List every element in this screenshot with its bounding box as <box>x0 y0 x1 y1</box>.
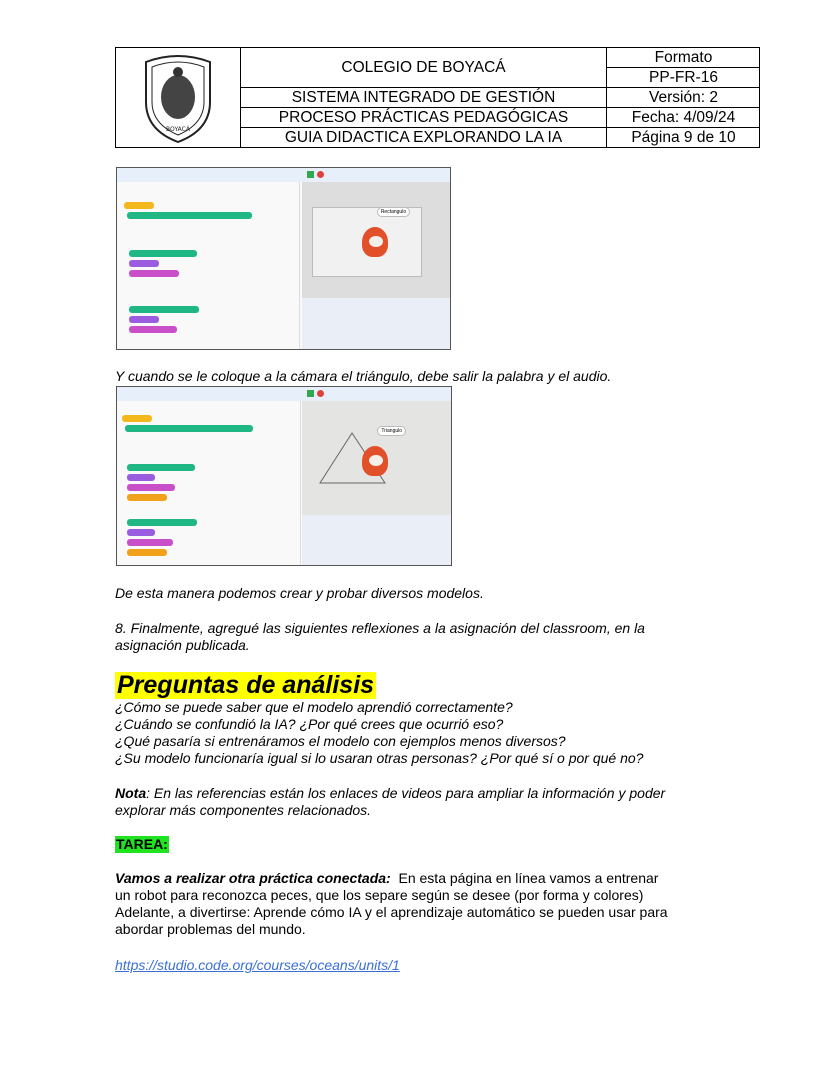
svg-text:BOYACÁ: BOYACÁ <box>166 125 190 133</box>
question-2: ¿Cuándo se confundió la IA? ¿Por qué crees que ocurrió eso? <box>115 716 504 732</box>
models-text: De esta manera podemos crear y probar diversos modelos. <box>115 585 484 601</box>
question-4: ¿Su modelo funcionaría igual si lo usaran otras personas? ¿Por qué sí o por qué no? <box>115 750 644 766</box>
task-line3: Adelante, a divertirse: Aprende cómo IA y el aprendizaje automático se pueden usar para <box>115 904 668 920</box>
document-header <box>115 47 760 148</box>
institution-name: COLEGIO DE BOYACÁ <box>241 48 606 88</box>
note-line1 <box>115 785 665 802</box>
format-label: Formato <box>606 48 760 68</box>
note-text: : En las referencias están los enlaces de videos para ampliar la información y poder <box>146 785 666 801</box>
task-line2: un robot para reconozca peces, que los separe según se desee (por forma y colores) <box>115 887 644 903</box>
task-bold: Vamos a realizar otra práctica conectada: <box>115 870 391 886</box>
guide-name: GUIA DIDACTICA EXPLORANDO LA IA <box>284 129 563 146</box>
process-name: PROCESO PRÁCTICAS PEDAGÓGICAS <box>241 108 606 128</box>
task-text: En esta página en línea vamos a entrenar <box>390 870 659 886</box>
task-line1 <box>115 870 658 887</box>
scratch-screenshot-triangle <box>116 386 452 566</box>
system-name: SISTEMA INTEGRADO DE GESTIÓN <box>241 88 606 108</box>
date: Fecha: 4/09/24 <box>606 108 760 128</box>
question-3: ¿Qué pasaría si entrenáramos el modelo con ejemplos menos diversos? <box>115 733 566 749</box>
question-1: ¿Cómo se puede saber que el modelo aprendió correctamente? <box>115 699 513 715</box>
step8-line2: asignación publicada. <box>115 637 250 653</box>
caption-triangle: Y cuando se le coloque a la cámara el triángulo, debe salir la palabra y el audio. <box>115 368 612 384</box>
code-org-link[interactable]: https://studio.code.org/courses/oceans/units/1 <box>115 957 400 973</box>
scratch-screenshot-rectangle <box>116 167 451 350</box>
task-line4: abordar problemas del mundo. <box>115 921 306 937</box>
format-code: PP-FR-16 <box>606 68 760 88</box>
note-line2: explorar más componentes relacionados. <box>115 802 372 818</box>
prediction-bubble: Rectangulo <box>377 207 410 217</box>
page-number: Página 9 de 10 <box>606 128 760 148</box>
school-crest-logo <box>116 48 241 147</box>
analysis-heading: Preguntas de análisis <box>117 671 375 699</box>
note-label: Nota <box>115 785 147 801</box>
task-label: TAREA: <box>116 836 168 852</box>
version: Versión: 2 <box>606 88 760 108</box>
step8-line1: 8. Finalmente, agregué las siguientes reflexiones a la asignación del classroom, en la <box>115 620 645 636</box>
prediction-bubble: Triangulo <box>377 426 406 436</box>
